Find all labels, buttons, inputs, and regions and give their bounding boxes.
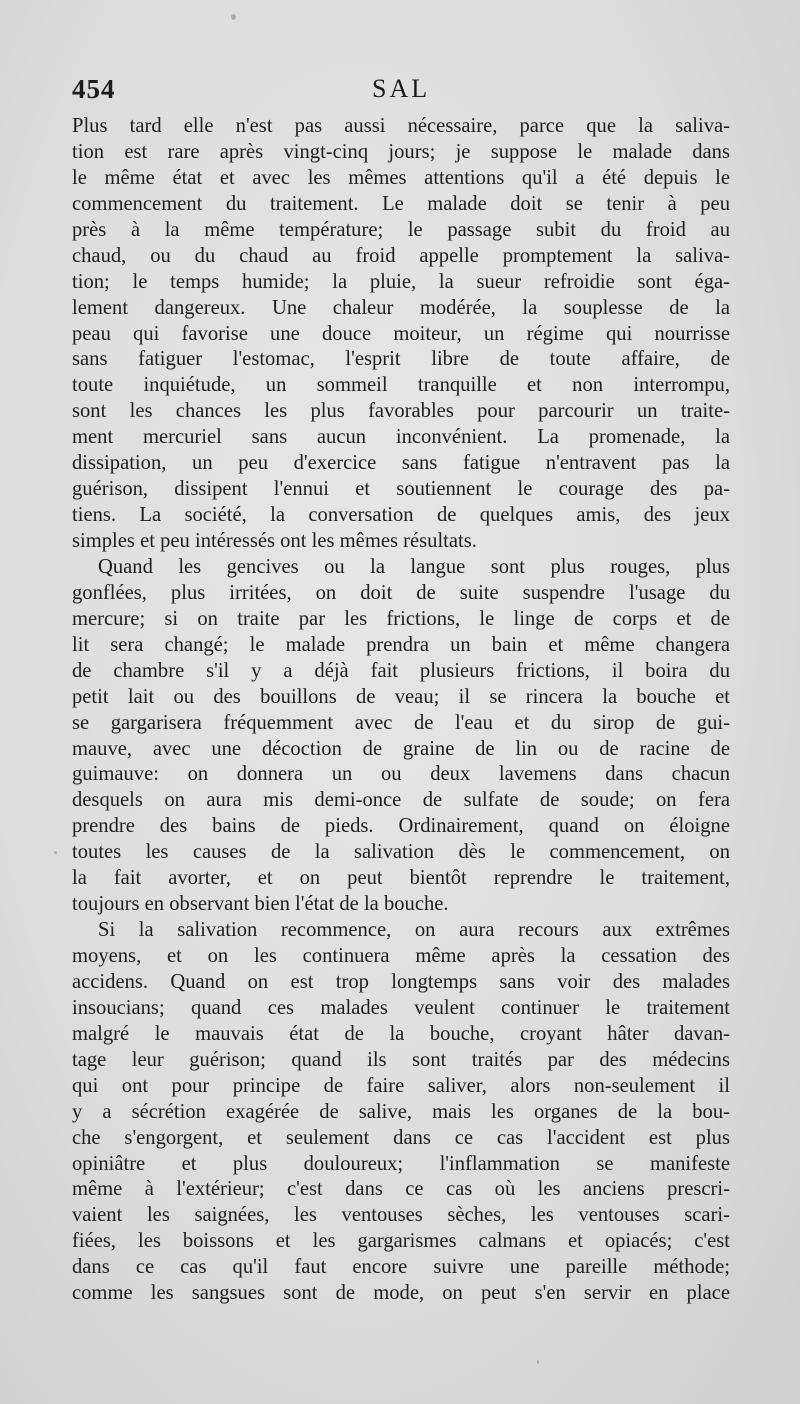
- text-line: toutes les causes de la salivation dès le commencement, on: [72, 841, 730, 864]
- text-line: Plus tard elle n'est pas aussi nécessaire, parce que la saliva-: [72, 115, 730, 137]
- text-line: che s'engorgent, et seulement dans ce cas l'accident est plus: [72, 1126, 730, 1149]
- text-line: commencement du traitement. Le malade doit se tenir à peu: [72, 192, 730, 215]
- page-number: 454: [72, 74, 116, 104]
- text-line: y a sécrétion exagérée de salive, mais les organes de la bou-: [72, 1100, 730, 1123]
- text-line: toujours en observant bien l'état de la bouche.: [72, 893, 449, 916]
- text-line: dans ce cas qu'il faut encore suivre une pareille méthode;: [72, 1256, 730, 1279]
- text-line: toute inquiétude, un sommeil tranquille et non interrompu,: [72, 374, 730, 397]
- text-line: vaient les saignées, les ventouses sèches, les ventouses scari-: [72, 1204, 730, 1227]
- text-line: simples et peu intéressés ont les mêmes résultats.: [72, 530, 477, 552]
- paper-speck: [54, 851, 57, 854]
- text-line: moyens, et on les continuera même après la cessation des: [72, 945, 730, 967]
- text-line: même à l'extérieur; c'est dans ce cas où les anciens prescri-: [72, 1178, 730, 1201]
- text-line: lit sera changé; le malade prendra un bain et même changera: [72, 633, 730, 656]
- text-line: gonflées, plus irritées, on doit de suite suspendre l'usage du: [72, 581, 730, 604]
- running-head: SAL: [372, 74, 431, 103]
- text-line: de chambre s'il y a déjà fait plusieurs frictions, il boira du: [72, 659, 730, 682]
- text-line: se gargarisera fréquemment avec de l'eau et du sirop de gui-: [72, 711, 730, 734]
- text-line: dissipation, un peu d'exercice sans fatigue n'entravent pas la: [72, 452, 730, 475]
- text-line: Si la salivation recommence, on aura recours aux extrêmes: [98, 919, 730, 942]
- text-line: tiens. La société, la conversation de quelques amis, des jeux: [72, 504, 730, 527]
- text-line: accidens. Quand on est trop longtemps sans voir des malades: [72, 970, 730, 993]
- paper-speck: [537, 1360, 539, 1364]
- text-line: peau qui favorise une douce moiteur, un régime qui nourrisse: [72, 322, 730, 345]
- text-line: chaud, ou du chaud au froid appelle promptement la saliva-: [72, 244, 730, 267]
- text-line: mauve, avec une décoction de graine de lin ou de racine de: [72, 737, 730, 760]
- text-line: ment mercuriel sans aucun inconvénient. La promenade, la: [72, 426, 730, 449]
- text-line: sont les chances les plus favorables pour parcourir un traite-: [72, 400, 730, 423]
- text-line: guimauve: on donnera un ou deux lavemens dans chacun: [72, 763, 730, 786]
- text-line: lement dangereux. Une chaleur modérée, la souplesse de la: [72, 296, 730, 319]
- text-line: prendre des bains de pieds. Ordinairement, quand on éloigne: [72, 815, 730, 838]
- text-line: la fait avorter, et on peut bientôt reprendre le traitement,: [72, 867, 730, 890]
- text-line: qui ont pour principe de faire saliver, alors non-seulement il: [72, 1074, 730, 1097]
- text-line: desquels on aura mis demi-once de sulfate de soude; on fera: [72, 789, 730, 812]
- text-line: le même état et avec les mêmes attentions qu'il a été depuis le: [72, 166, 730, 189]
- paper-speck: [231, 14, 236, 20]
- text-line: Quand les gencives ou la langue sont plus rouges, plus: [98, 555, 730, 578]
- text-line: près à la même température; le passage subit du froid au: [72, 218, 730, 241]
- text-line: opiniâtre et plus douloureux; l'inflammation se manifeste: [72, 1152, 730, 1175]
- body-text: [72, 114, 730, 1307]
- text-line: tage leur guérison; quand ils sont traités par des médecins: [72, 1048, 730, 1071]
- text-line: guérison, dissipent l'ennui et soutiennent le courage des pa-: [72, 478, 730, 501]
- text-line: insoucians; quand ces malades veulent continuer le traitement: [72, 996, 730, 1019]
- text-line: petit lait ou des bouillons de veau; il se rincera la bouche et: [72, 685, 730, 708]
- text-line: malgré le mauvais état de la bouche, croyant hâter davan-: [72, 1022, 730, 1045]
- text-line: sans fatiguer l'estomac, l'esprit libre de toute affaire, de: [72, 348, 730, 371]
- text-line: fiées, les boissons et les gargarismes calmans et opiacés; c'est: [72, 1230, 730, 1253]
- text-line: comme les sangsues sont de mode, on peut s'en servir en place: [72, 1282, 730, 1305]
- text-line: mercure; si on traite par les frictions, le linge de corps et de: [72, 607, 730, 630]
- text-line: tion est rare après vingt-cinq jours; je suppose le malade dans: [72, 140, 730, 163]
- text-line: tion; le temps humide; la pluie, la sueur refroidie sont éga-: [72, 270, 730, 293]
- page-header: [72, 74, 730, 110]
